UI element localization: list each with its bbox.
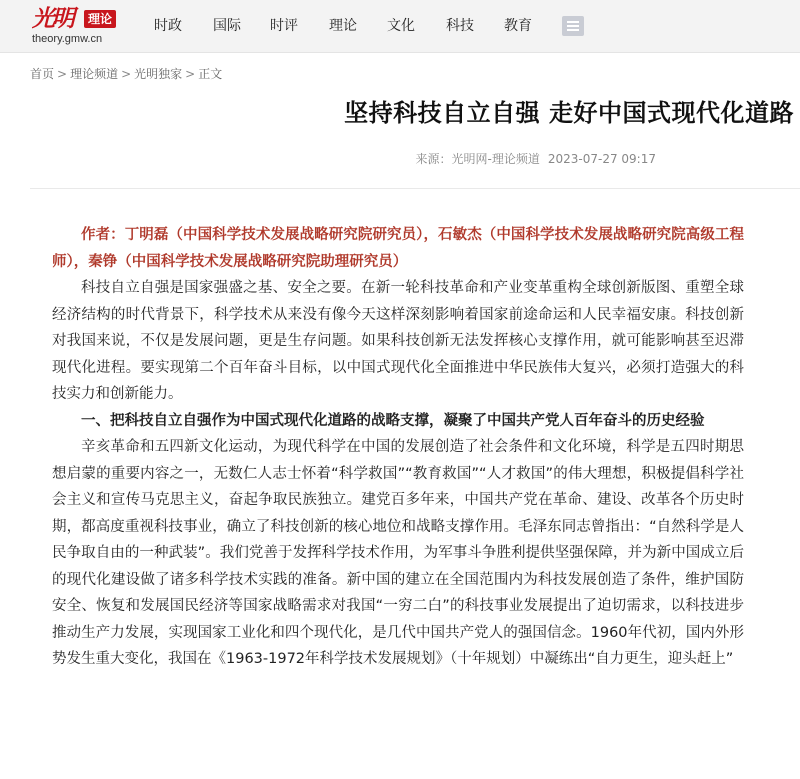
site-header [0,0,800,53]
logo-domain: theory.gmw.cn [32,33,103,45]
article-body [52,222,744,673]
article-source: 来源：光明网-理论频道 [415,152,540,166]
site-logo[interactable] [30,4,130,48]
logo-badge: 理论 [84,10,116,28]
article-section-heading: 一、把科技自立自强作为中国式现代化道路的战略支撑，凝聚了中国共产党人百年奋斗的历史经验 [81,412,705,429]
breadcrumb-gmw-exclusive[interactable]: 光明独家 [134,67,183,81]
breadcrumb-theory-channel[interactable]: 理论频道 [70,67,119,81]
nav-item-culture[interactable]: 文化 [387,18,415,34]
logo-mark: 光明 [32,5,72,32]
nav-item-education[interactable]: 教育 [504,18,532,34]
breadcrumb-current: 正文 [198,67,223,81]
article-title: 坚持科技自立自强 走好中国式现代化道路 [344,99,794,127]
nav-item-theory[interactable]: 理论 [329,18,357,34]
breadcrumb-separator: > [185,67,196,81]
article-paragraph: 辛亥革命和五四新文化运动，为现代科学在中国的发展创造了社会条件和文化环境，科学是五四时期思想启蒙的重要内容之一，无数仁人志士怀着“科学救国”“教育救国”“人才救国”的伟大理想，积极提倡科学社会主义和宣传马克思主义，奋起争取民族独立。建党百多年来，中国共产党在革命、建设、改革各个历史时期，都高度重视科技事业，确立了科技创新的核心地位和战略支撑作用。毛泽东同志曾指出：“自然科学是人民争取自由的一种武装”。我们党善于发挥科学技术作用，为军事斗争胜利提供坚强保障，并为新中国成立后的现代化建设做了诸多科学技术实践的准备。新中国的建立在全国范围内为科技发展创造了条件，维护国防安全、恢复和发展国民经济等国家战略需求对我国“一穷二白”的科技事业发展提出了迫切需求，以科技进步推动生产力发展，实现国家工业化和四个现代化，是几代中国共产党人的强国信念。1960年代初，国内外形势发生重大变化，我国在《1963-1972年科学技术发展规划》（十年规划）中凝练出“自力更生，迎头赶上” [52,439,744,667]
nav-item-technology[interactable]: 科技 [446,18,474,34]
breadcrumb-separator: > [57,67,68,81]
article-meta [408,151,656,167]
article-paragraph: 科技自立自强是国家强盛之基、安全之要。在新一轮科技革命和产业变革重构全球创新版图、重塑全球经济结构的时代背景下，科学技术从来没有像今天这样深刻影响着国家前途命运和人民幸福安康。科技创新对我国来说，不仅是发展问题，更是生存问题。如果科技创新无法发挥核心支撑作用，就可能影响甚至迟滞现代化进程。要实现第二个百年奋斗目标，以中国式现代化全面推进中华民族伟大复兴，必须打造强大的科技实力和创新能力。 [52,280,744,402]
nav-item-commentary[interactable]: 时评 [270,18,298,34]
breadcrumb-separator: > [121,67,132,81]
article-datetime: 2023-07-27 09:17 [547,152,656,166]
nav-item-international[interactable]: 国际 [213,18,241,34]
breadcrumb-home[interactable]: 首页 [30,67,55,81]
nav-item-politics[interactable]: 时政 [154,18,182,34]
divider [30,188,800,189]
article-author: 作者：丁明磊（中国科学技术发展战略研究院研究员），石敏杰（中国科学技术发展战略研究院高级工程师），秦铮（中国科学技术发展战略研究院助理研究员） [52,227,744,270]
breadcrumb [30,66,222,82]
hamburger-menu-icon[interactable] [562,16,584,36]
